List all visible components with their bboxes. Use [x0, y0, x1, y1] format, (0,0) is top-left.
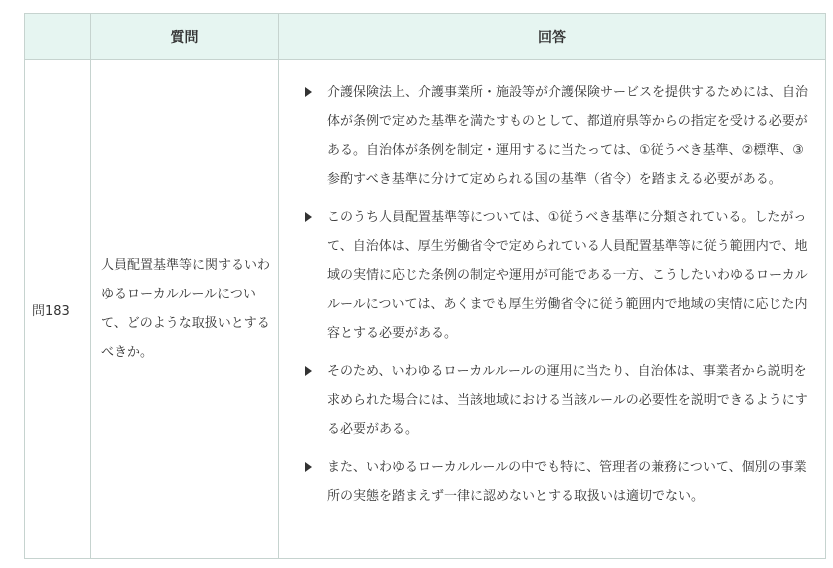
triangle-bullet-icon	[305, 366, 312, 376]
answer-item	[327, 78, 809, 194]
table-header-row	[25, 14, 826, 60]
answer-item	[327, 357, 809, 444]
answer-item	[327, 453, 809, 511]
answer-text: 介護保険法上、介護事業所・施設等が介護保険サービスを提供するためには、自治体が条例で定めた基準を満たすものとして、都道府県等からの指定を受ける必要がある。自治体が条例を制定・運用するに当たっては、①従うべき基準、②標準、③参酌すべき基準に分けて定められる国の基準（省令）を踏まえる必要がある。	[327, 85, 809, 187]
triangle-bullet-icon	[305, 87, 312, 97]
answer-text: そのため、いわゆるローカルルールの運用に当たり、自治体は、事業者から説明を求められた場合には、当該地域における当該ルールの必要性を説明できるようにする必要がある。	[327, 364, 808, 437]
answer-text: また、いわゆるローカルルールの中でも特に、管理者の兼務について、個別の事業所の実態を踏まえず一律に認めないとする取扱いは適切でない。	[327, 460, 807, 504]
answer-cell	[279, 60, 826, 559]
question-text: 人員配置基準等に関するいわゆるローカルルールについて、どのような取扱いとするべきか。	[91, 60, 279, 559]
answer-item	[327, 203, 809, 348]
table-row	[25, 60, 826, 559]
answer-list	[327, 78, 809, 511]
triangle-bullet-icon	[305, 212, 312, 222]
question-number: 問183	[25, 60, 91, 559]
header-number	[25, 14, 91, 60]
header-question: 質問	[91, 14, 279, 60]
answer-text: このうち人員配置基準等については、①従うべき基準に分類されている。したがって、自治体は、厚生労働省令で定められている人員配置基準等に従う範囲内で、地域の実情に応じた条例の制定や運用が可能である一方、こうしたいわゆるローカルルールについては、あくまでも厚生労働省令に従う範囲内で地域の実情に応じた内容とする必要がある。	[327, 210, 808, 341]
qa-table	[24, 13, 826, 559]
header-answer: 回答	[279, 14, 826, 60]
triangle-bullet-icon	[305, 462, 312, 472]
